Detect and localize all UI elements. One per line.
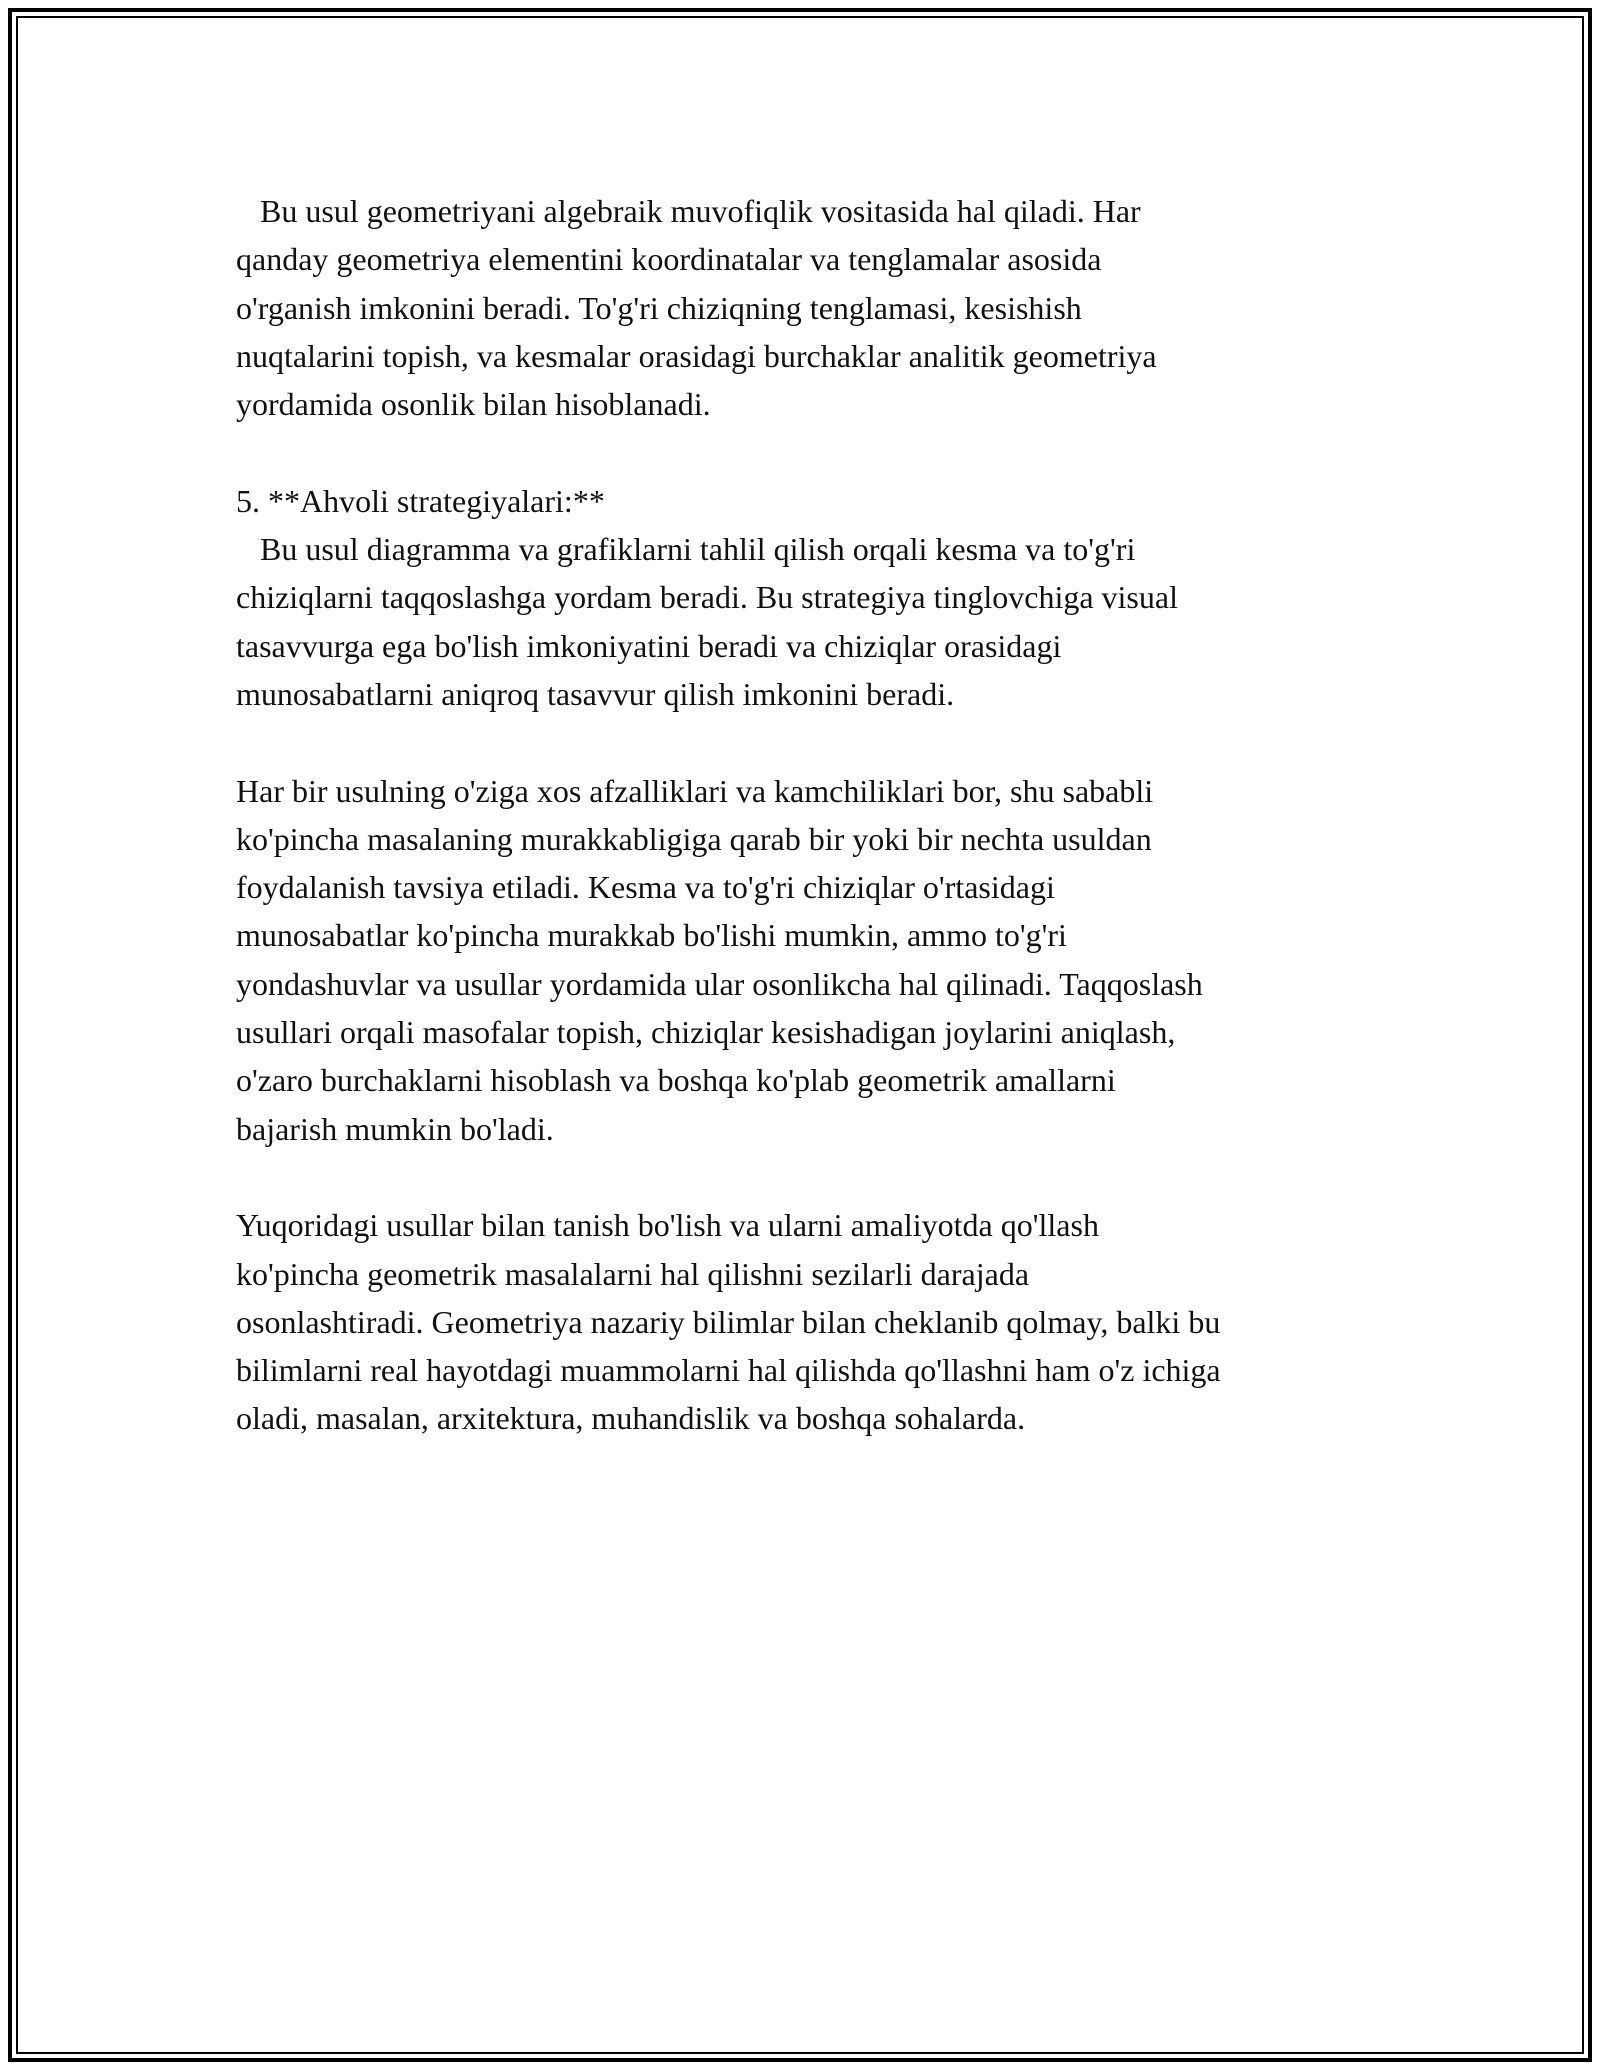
list-item-heading: 5. **Ahvoli strategiyalari:** <box>236 482 605 519</box>
text-line: oladi, masalan, arxitektura, muhandislik va boshqa sohalarda. <box>236 1400 1026 1437</box>
text-line: bajarish mumkin bo'ladi. <box>236 1110 554 1147</box>
text-line: osonlashtiradi. Geometriya nazariy bilimlar bilan cheklanib qolmay, balki bu <box>236 1303 1221 1340</box>
paragraph-conclusion <box>236 1201 1396 1442</box>
paragraph-analytic-method <box>236 187 1396 428</box>
text-line: foydalanish tavsiya etiladi. Kesma va to'g'ri chiziqlar o'rtasidagi <box>236 869 1055 906</box>
text-line: nuqtalarini topish, va kesmalar orasidagi burchaklar analitik geometriya <box>236 337 1157 374</box>
text-line: munosabatlarni aniqroq tasavvur qilish imkonini beradi. <box>236 675 955 712</box>
text-line: bilimlarni real hayotdagi muammolarni hal qilishda qo'llashni ham o'z ichiga <box>236 1352 1221 1389</box>
text-line: chiziqlarni taqqoslashga yordam beradi. Bu strategiya tinglovchiga visual <box>236 579 1178 616</box>
text-line: ko'pincha geometrik masalalarni hal qilishni sezilarli darajada <box>236 1255 1030 1292</box>
text-line: yondashuvlar va usullar yordamida ular osonlikcha hal qilinadi. Taqqoslash <box>236 965 1203 1002</box>
paragraph-gap <box>236 1153 1396 1201</box>
text-line: yordamida osonlik bilan hisoblanadi. <box>236 386 711 423</box>
text-line: munosabatlar ko'pincha murakkab bo'lishi mumkin, ammo to'g'ri <box>236 917 1067 954</box>
text-line: Bu usul diagramma va grafiklarni tahlil qilish orqali kesma va to'g'ri <box>236 531 1136 568</box>
paragraph-strategies <box>236 477 1396 718</box>
paragraph-gap <box>236 718 1396 766</box>
text-line: o'rganish imkonini beradi. To'g'ri chiziqning tenglamasi, kesishish <box>236 289 1082 326</box>
document-body <box>236 187 1396 1443</box>
text-line: tasavvurga ega bo'lish imkoniyatini beradi va chiziqlar orasidagi <box>236 627 1062 664</box>
text-line: ko'pincha masalaning murakkabligiga qarab bir yoki bir nechta usuldan <box>236 820 1152 857</box>
paragraph-advantages <box>236 767 1396 1153</box>
text-line: Bu usul geometriyani algebraik muvofiqlik vositasida hal qiladi. Har <box>236 193 1141 229</box>
text-line: o'zaro burchaklarni hisoblash va boshqa ko'plab geometrik amallarni <box>236 1062 1116 1099</box>
text-line: usullari orqali masofalar topish, chiziqlar kesishadigan joylarini aniqlash, <box>236 1014 1176 1051</box>
text-line: Har bir usulning o'ziga xos afzalliklari va kamchiliklari bor, shu sababli <box>236 772 1154 809</box>
text-line: Yuqoridagi usullar bilan tanish bo'lish va ularni amaliyotda qo'llash <box>236 1207 1099 1244</box>
paragraph-gap <box>236 428 1396 476</box>
text-line: qanday geometriya elementini koordinatalar va tenglamalar asosida <box>236 241 1102 278</box>
